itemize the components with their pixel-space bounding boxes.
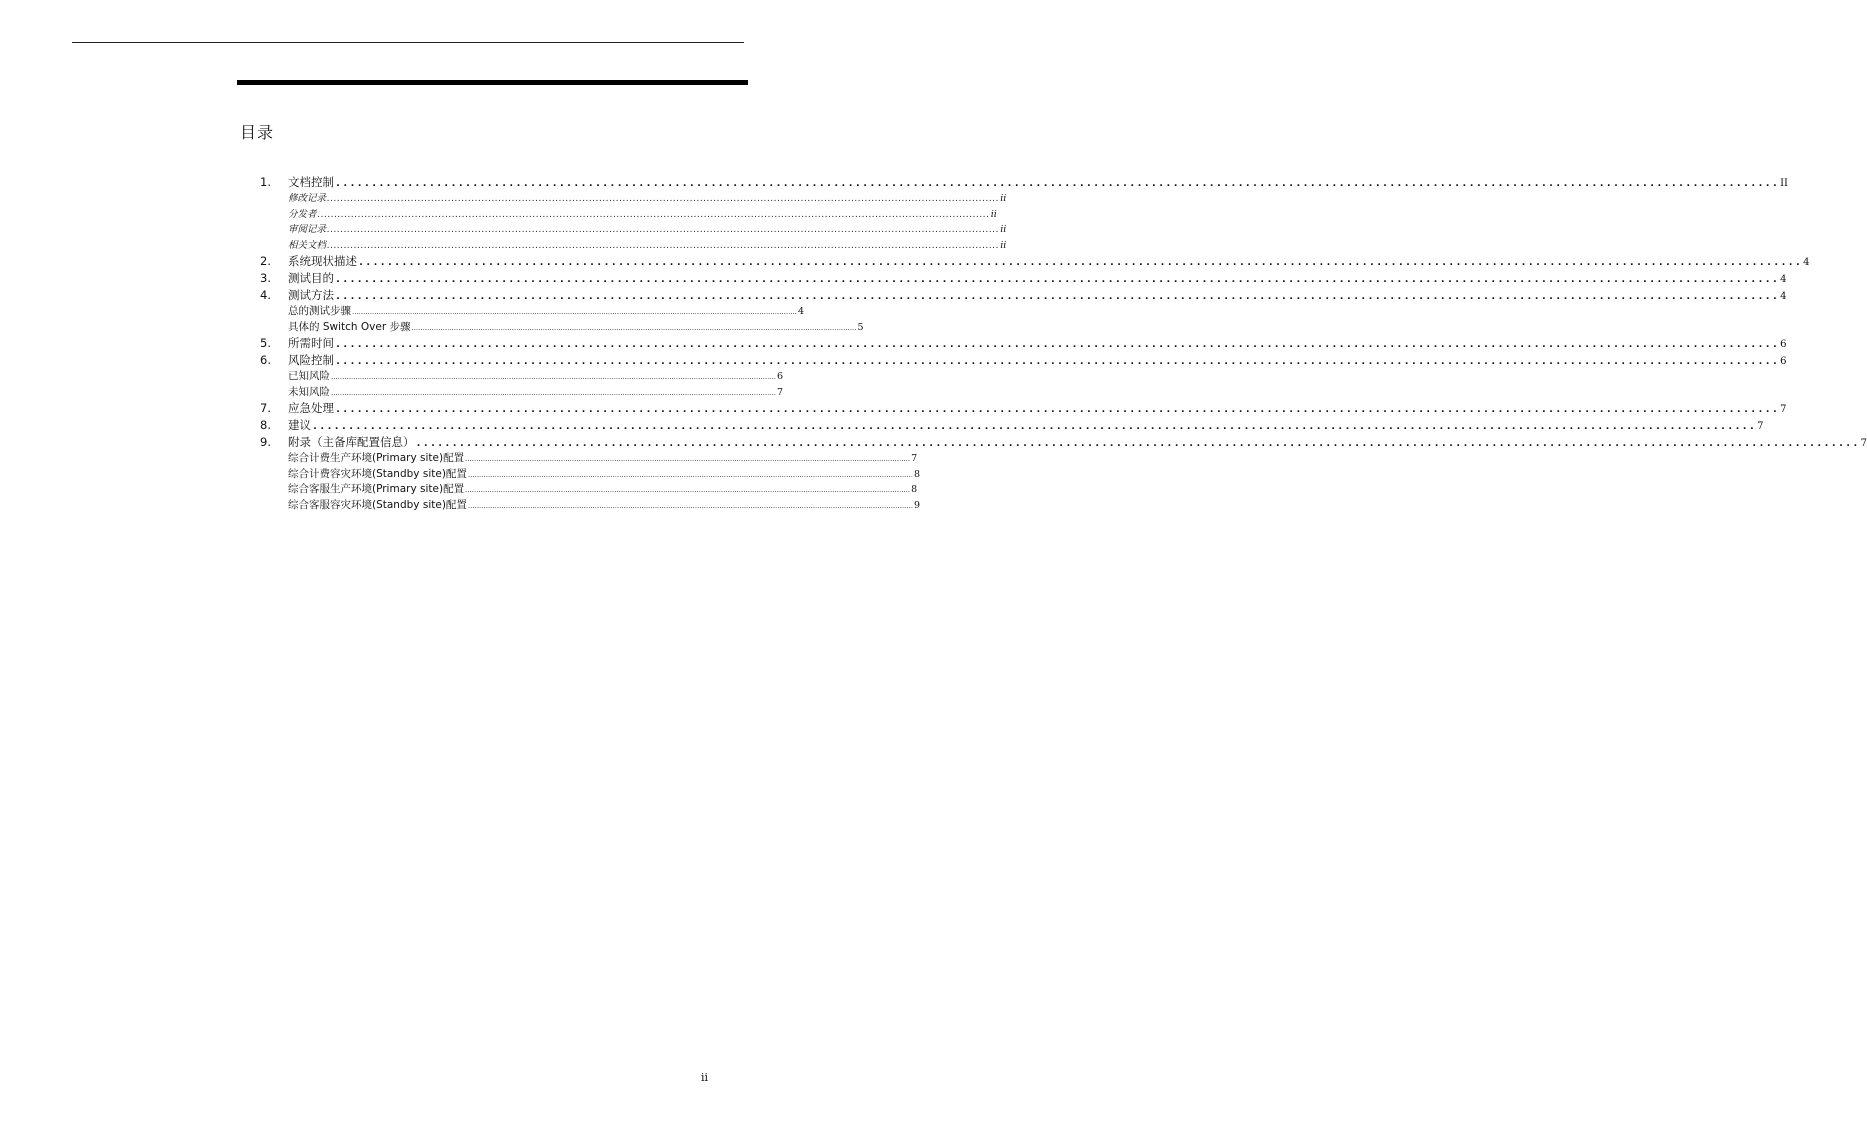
page-number: ii: [701, 1071, 709, 1084]
toc-entry-page: 4: [1803, 257, 1810, 268]
toc-entry-number: 2.: [260, 254, 271, 268]
toc-subentry[interactable]: [260, 451, 918, 467]
dot-leader: ........................................................................................................................................................................................................: [327, 194, 1000, 204]
toc-entry-page: 7: [1757, 421, 1764, 432]
toc-subentry[interactable]: [260, 207, 997, 223]
toc-entry-label: 所需时间: [288, 336, 334, 350]
toc-entry-page: 8: [911, 484, 918, 495]
toc-entry-label: 综合客服生产环境(Primary site)配置: [288, 483, 465, 495]
dot-leader: ........................................................................................................................................................................................................: [327, 240, 1000, 251]
toc-entry-label: 建议: [288, 418, 311, 432]
dot-leader: ........................................................................................................................................................................................................: [467, 470, 913, 479]
dot-leader: ........................................................................................................................................................................................................: [312, 421, 1757, 432]
dot-leader: ........................................................................................................................................................................................................: [465, 486, 911, 494]
toc-entry-page: 8: [913, 468, 920, 480]
dot-leader: ........................................................................................................................................................................................................: [467, 501, 913, 510]
toc-entry-page: 4: [1780, 291, 1787, 302]
toc-entry-label: 应急处理: [288, 401, 334, 415]
toc-entry[interactable]: [260, 417, 1764, 434]
toc-entry-label: 综合客服容灾环境(Standby site)配置: [288, 498, 467, 511]
table-of-contents: [260, 174, 1867, 513]
dot-leader: ........................................................................................................................................................................................................: [335, 178, 1780, 189]
toc-entry-page: II: [1780, 178, 1789, 189]
toc-entry-label: 总的测试步骤: [288, 305, 351, 317]
toc-entry-page: 4: [798, 306, 805, 317]
toc-entry-page: 6: [1780, 356, 1787, 367]
toc-entry-page: 4: [1780, 274, 1787, 285]
title-bar: [237, 80, 748, 85]
toc-entry-label: 综合计费生产环境(Primary site)配置: [288, 452, 465, 464]
toc-subentry[interactable]: [260, 498, 920, 514]
toc-entry-page: 7: [777, 386, 784, 398]
toc-entry-page: 7: [911, 453, 918, 464]
toc-entry-number: 3.: [260, 271, 271, 285]
toc-entry-label: 系统现状描述: [288, 254, 357, 268]
toc-entry-label: 综合计费容灾环境(Standby site)配置: [288, 467, 467, 480]
toc-entry-page: ii: [990, 208, 997, 220]
toc-entry-page: 7: [1780, 404, 1787, 415]
toc-entry[interactable]: [260, 270, 1787, 287]
toc-entry-label: 审阅记录: [288, 224, 327, 235]
toc-entry-number: 8.: [260, 418, 271, 432]
toc-entry[interactable]: [260, 287, 1787, 304]
toc-entry-number: 7.: [260, 401, 271, 415]
toc-entry-label: 未知风险: [288, 385, 330, 398]
toc-subentry[interactable]: [260, 222, 1007, 238]
dot-leader: ........................................................................................................................................................................................................: [335, 404, 1780, 415]
toc-title: 目录: [240, 123, 275, 142]
dot-leader: ........................................................................................................................................................................................................: [335, 291, 1780, 302]
toc-entry-number: 9.: [260, 435, 271, 449]
toc-subentry[interactable]: [260, 304, 805, 320]
toc-entry-page: 6: [1780, 339, 1787, 350]
toc-entry[interactable]: [260, 174, 1789, 191]
toc-entry[interactable]: [260, 352, 1787, 369]
dot-leader: ........................................................................................................................................................................................................: [352, 308, 798, 316]
toc-subentry[interactable]: [260, 191, 1007, 207]
toc-entry-number: 4.: [260, 288, 271, 302]
toc-entry-label: 测试方法: [288, 288, 334, 302]
dot-leader: ........................................................................................................................................................................................................: [415, 438, 1860, 449]
toc-entry-page: ii: [1000, 224, 1007, 235]
dot-leader: ........................................................................................................................................................................................................: [331, 388, 777, 397]
toc-entry[interactable]: [260, 253, 1810, 270]
toc-entry-number: 5.: [260, 336, 271, 350]
toc-entry-number: 6.: [260, 353, 271, 367]
header-rule: [72, 42, 744, 43]
toc-entry[interactable]: [260, 400, 1787, 417]
toc-entry-page: 9: [913, 499, 920, 511]
dot-leader: ........................................................................................................................................................................................................: [465, 455, 911, 463]
toc-subentry[interactable]: [260, 385, 784, 401]
toc-entry[interactable]: [260, 335, 1787, 352]
toc-subentry[interactable]: [260, 467, 920, 483]
toc-entry-label: 分发者: [288, 208, 317, 220]
toc-entry-page: 5: [857, 321, 864, 333]
toc-entry-label: 附录（主备库配置信息）: [288, 435, 415, 449]
toc-entry-page: ii: [1000, 239, 1007, 251]
dot-leader: ........................................................................................................................................................................................................: [411, 323, 857, 332]
dot-leader: ........................................................................................................................................................................................................: [335, 339, 1780, 350]
toc-entry-label: 风险控制: [288, 353, 334, 367]
toc-entry-page: ii: [1000, 193, 1007, 204]
dot-leader: ........................................................................................................................................................................................................: [331, 373, 777, 381]
toc-entry-label: 修改记录: [288, 193, 327, 204]
toc-entry-label: 测试目的: [288, 271, 334, 285]
toc-entry-label: 具体的 Switch Over 步骤: [288, 320, 411, 333]
toc-entry-number: 1.: [260, 175, 271, 189]
dot-leader: ........................................................................................................................................................................................................: [358, 257, 1803, 268]
dot-leader: ........................................................................................................................................................................................................: [317, 209, 990, 220]
toc-subentry[interactable]: [260, 238, 1007, 254]
toc-subentry[interactable]: [260, 320, 864, 336]
toc-entry-label: 相关文档: [288, 239, 327, 251]
toc-entry-label: 已知风险: [288, 370, 330, 382]
toc-entry-page: 6: [777, 371, 784, 382]
toc-entry[interactable]: [260, 434, 1867, 451]
toc-subentry[interactable]: [260, 369, 784, 385]
toc-subentry[interactable]: [260, 482, 918, 498]
toc-entry-page: 7: [1860, 438, 1867, 449]
dot-leader: ........................................................................................................................................................................................................: [327, 225, 1000, 235]
toc-entry-label: 文档控制: [288, 175, 334, 189]
dot-leader: ........................................................................................................................................................................................................: [335, 356, 1780, 367]
dot-leader: ........................................................................................................................................................................................................: [335, 274, 1780, 285]
